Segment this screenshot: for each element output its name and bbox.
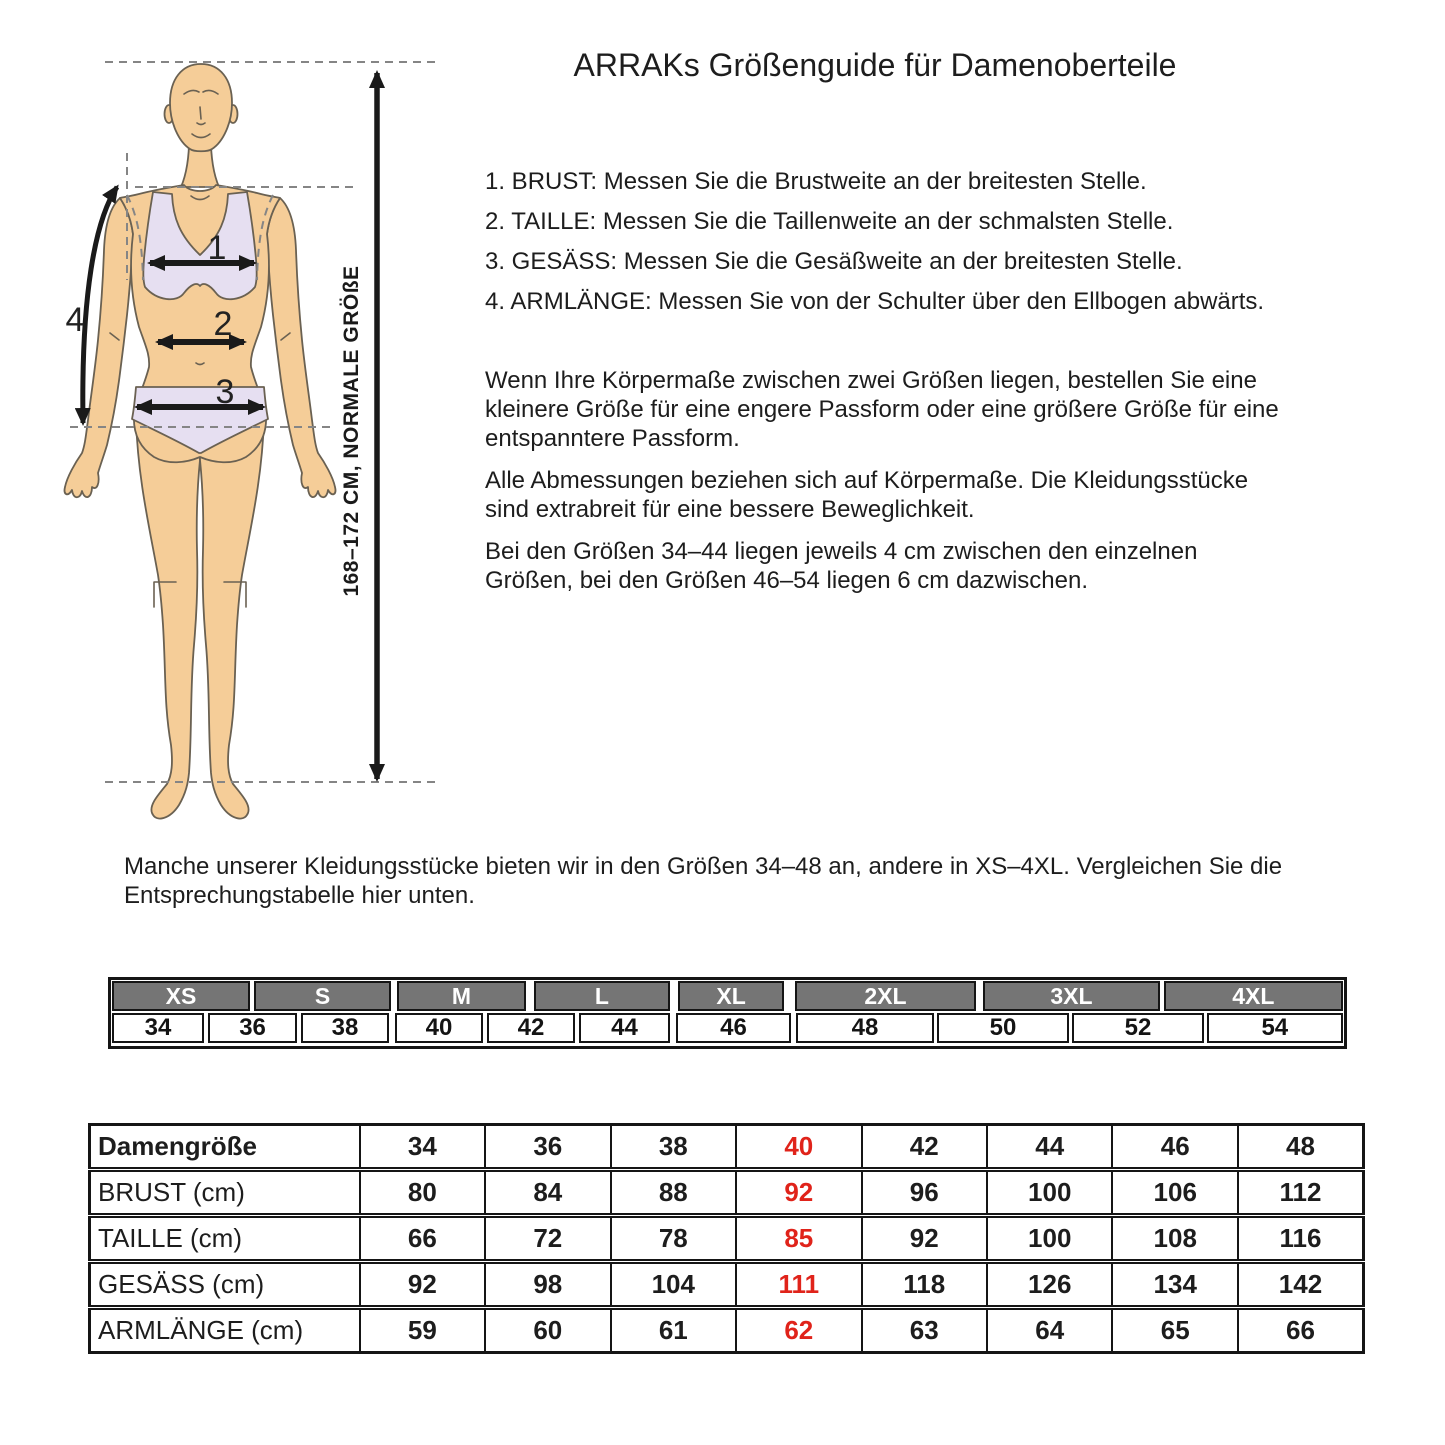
- waist-marker-label: 2: [213, 305, 233, 343]
- size-column-header: 38: [611, 1125, 736, 1170]
- letter-size-cell-4xl: 4XL: [1164, 981, 1343, 1011]
- left-leg: [136, 420, 200, 819]
- measuring-instructions: [485, 170, 1264, 330]
- measurement-table-wrap: [88, 1123, 1365, 1354]
- table-header-row: [90, 1125, 1364, 1170]
- size-step-paragraph: Bei den Größen 34–44 liegen jeweils 4 cm zwischen den einzelnen Größen, bei den Größen 46–54 liegen 6 cm dazwischen.: [485, 538, 1198, 594]
- letter-size-cell-xs: XS: [112, 981, 250, 1011]
- cell: 63: [862, 1308, 987, 1353]
- left-arm: [65, 198, 133, 497]
- instruction-waist: 2. TAILLE: Messen Sie die Taillenweite an der schmalsten Stelle.: [485, 208, 1174, 235]
- number-size-cell: 48: [796, 1013, 934, 1043]
- size-column-header: 44: [987, 1125, 1112, 1170]
- cell: 96: [862, 1170, 987, 1216]
- number-size-cell: 54: [1207, 1013, 1343, 1043]
- table-header-label: Damengröße: [90, 1125, 360, 1170]
- size-column-header: 36: [485, 1125, 610, 1170]
- size-column-header: 42: [862, 1125, 987, 1170]
- page-title: ARRAKs Größenguide für Damenoberteile: [573, 47, 1177, 83]
- instruction-hip: 3. GESÄSS: Messen Sie die Gesäßweite an der breitesten Stelle.: [485, 248, 1183, 275]
- cell: 98: [485, 1262, 610, 1308]
- number-size-cell: 36: [208, 1013, 297, 1043]
- row-label: TAILLE (cm): [90, 1216, 360, 1262]
- cell: 142: [1238, 1262, 1364, 1308]
- cell: 134: [1112, 1262, 1237, 1308]
- cell: 66: [360, 1216, 485, 1262]
- row-label: ARMLÄNGE (cm): [90, 1308, 360, 1353]
- cell: 61: [611, 1308, 736, 1353]
- number-size-cell: 52: [1072, 1013, 1204, 1043]
- arm-marker-label: 4: [65, 301, 85, 339]
- cell: 100: [987, 1216, 1112, 1262]
- number-size-cell: 38: [301, 1013, 389, 1043]
- table-row-armlength: [90, 1308, 1364, 1353]
- cell: 72: [485, 1216, 610, 1262]
- letter-size-cell-3xl: 3XL: [983, 981, 1160, 1011]
- cell: 126: [987, 1262, 1112, 1308]
- cell: 116: [1238, 1216, 1364, 1262]
- size-conversion-table: [108, 977, 1347, 1049]
- cell: 65: [1112, 1308, 1237, 1353]
- cell: 104: [611, 1262, 736, 1308]
- bust-marker-label: 1: [207, 229, 227, 267]
- table-row-hip: [90, 1262, 1364, 1308]
- number-size-cell: 40: [395, 1013, 483, 1043]
- cell: 106: [1112, 1170, 1237, 1216]
- letter-size-cell-m: M: [397, 981, 526, 1011]
- cell: 118: [862, 1262, 987, 1308]
- cell: 59: [360, 1308, 485, 1353]
- cell-highlighted: 92: [736, 1170, 861, 1216]
- height-range-label: 168–172 CM, NORMALE GRÖßE: [340, 265, 363, 597]
- cell: 66: [1238, 1308, 1364, 1353]
- cell-highlighted: 62: [736, 1308, 861, 1353]
- cell: 112: [1238, 1170, 1364, 1216]
- letter-size-cell-2xl: 2XL: [795, 981, 976, 1011]
- cell-highlighted: 85: [736, 1216, 861, 1262]
- row-label: BRUST (cm): [90, 1170, 360, 1216]
- cell: 88: [611, 1170, 736, 1216]
- number-size-cell: 44: [579, 1013, 670, 1043]
- table-row-waist: [90, 1216, 1364, 1262]
- size-column-header: 48: [1238, 1125, 1364, 1170]
- measurement-table: [88, 1123, 1365, 1354]
- number-size-cell: 42: [487, 1013, 575, 1043]
- right-arm: [267, 198, 335, 497]
- size-column-header-highlighted: 40: [736, 1125, 861, 1170]
- number-size-cell: 46: [676, 1013, 791, 1043]
- letter-size-cell-l: L: [534, 981, 670, 1011]
- body-measure-paragraph: Alle Abmessungen beziehen sich auf Körpermaße. Die Kleidungsstücke sind extrabreit für eine bessere Beweglichkeit.: [485, 467, 1249, 523]
- body-figure-svg: [60, 35, 440, 845]
- number-size-cell: 50: [937, 1013, 1069, 1043]
- fit-paragraphs: [485, 366, 1290, 608]
- body-measurement-figure: [60, 35, 440, 845]
- size-column-header: 34: [360, 1125, 485, 1170]
- size-column-header: 46: [1112, 1125, 1237, 1170]
- cell: 64: [987, 1308, 1112, 1353]
- fit-advice-paragraph: Wenn Ihre Körpermaße zwischen zwei Größen liegen, bestellen Sie eine kleinere Größe für eine engere Passform oder eine größere Größe für eine entspanntere Passform.: [485, 367, 1279, 452]
- instruction-arm: 4. ARMLÄNGE: Messen Sie von der Schulter über den Ellbogen abwärts.: [485, 288, 1265, 315]
- table-row-bust: [90, 1170, 1364, 1216]
- right-leg: [200, 420, 264, 819]
- cell: 92: [360, 1262, 485, 1308]
- hip-marker-label: 3: [215, 373, 235, 411]
- letter-size-cell-xl: XL: [678, 981, 784, 1011]
- cell-highlighted: 111: [736, 1262, 861, 1308]
- cell: 100: [987, 1170, 1112, 1216]
- row-label: GESÄSS (cm): [90, 1262, 360, 1308]
- letter-size-cell-s: S: [254, 981, 391, 1011]
- cell: 84: [485, 1170, 610, 1216]
- cell: 78: [611, 1216, 736, 1262]
- size-range-note: Manche unserer Kleidungsstücke bieten wir in den Größen 34–48 an, andere in XS–4XL. Vergleichen Sie die Entsprechungstabelle hier unten.: [124, 853, 1283, 909]
- instruction-bust: 1. BRUST: Messen Sie die Brustweite an der breitesten Stelle.: [485, 168, 1147, 195]
- cell: 60: [485, 1308, 610, 1353]
- cell: 92: [862, 1216, 987, 1262]
- number-size-cell: 34: [112, 1013, 204, 1043]
- cell: 80: [360, 1170, 485, 1216]
- cell: 108: [1112, 1216, 1237, 1262]
